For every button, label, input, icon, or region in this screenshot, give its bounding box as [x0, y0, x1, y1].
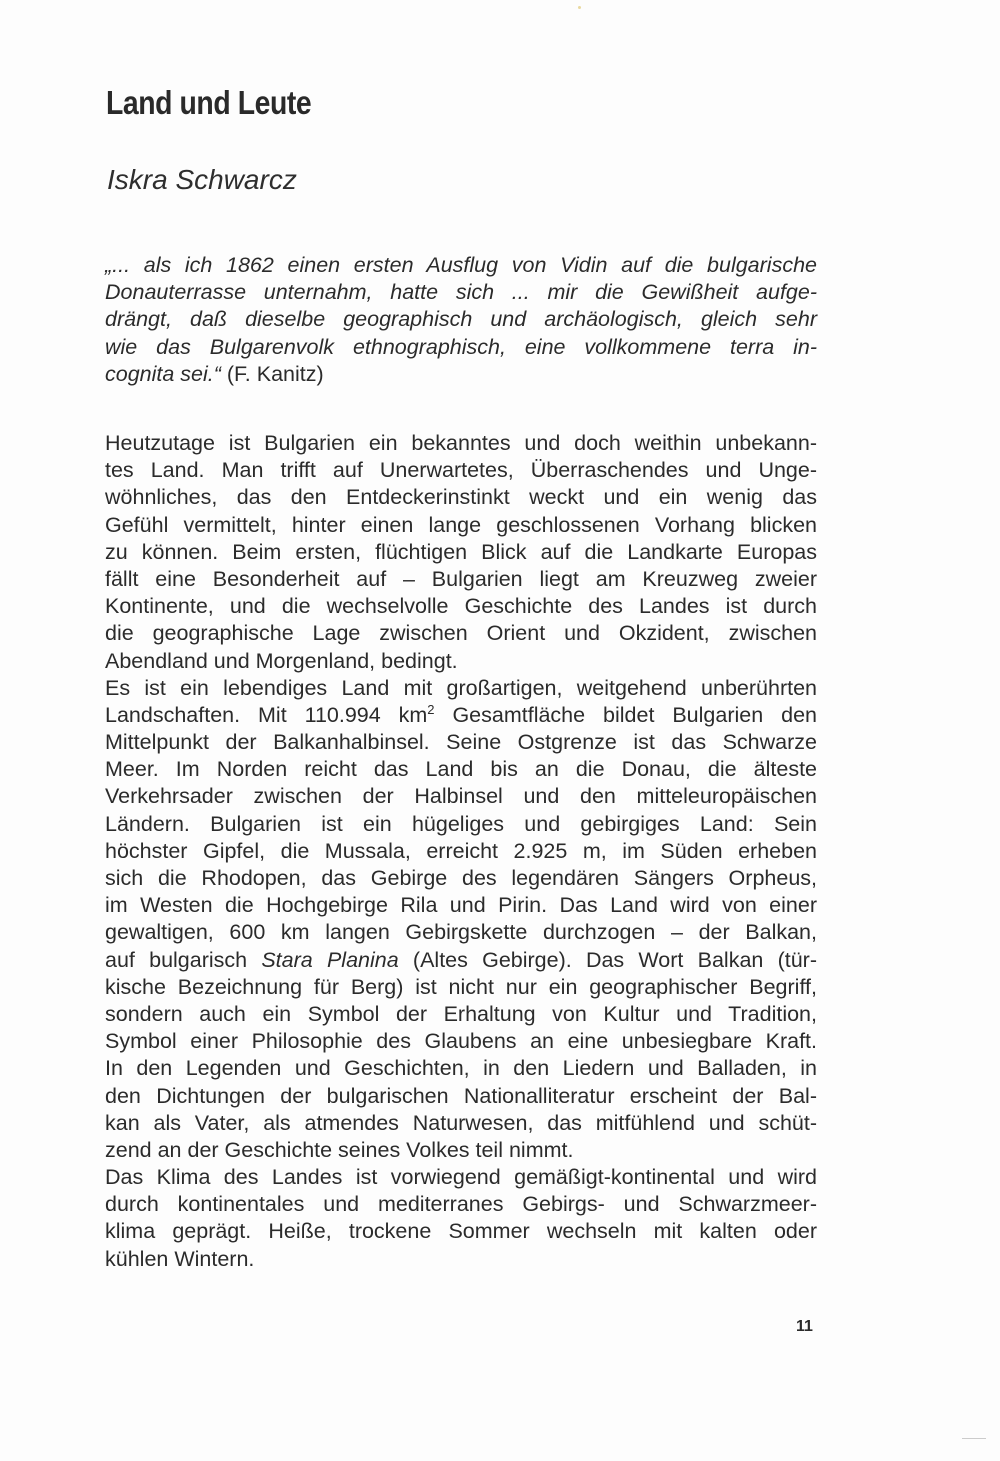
epigraph-line: [105, 361, 817, 388]
text-line: tes Land. Man trifft auf Unerwartetes, Überraschendes und Unge-: [105, 458, 817, 483]
text-line: zu können. Beim ersten, flüchtigen Blick auf die Landkarte Europas: [105, 539, 817, 564]
article-author: Iskra Schwarcz: [107, 164, 297, 195]
paragraph-intro: [105, 430, 817, 675]
text-fragment: Gesamtfläche bildet Bulgarien den: [434, 702, 817, 727]
text-line: wöhnliches, das den Entdeckerinstinkt weckt und ein wenig das: [105, 485, 817, 510]
text-line: sich die Rhodopen, das Gebirge des legendären Sängers Orpheus,: [105, 866, 817, 890]
text-line: im Westen die Hochgebirge Rila und Pirin. Das Land wird von einer: [105, 893, 817, 918]
epigraph-line: wie das Bulgarenvolk ethnographisch, eine vollkommene terra in-: [105, 334, 817, 359]
text-line: klima geprägt. Heiße, trockene Sommer wechseln mit kalten oder: [105, 1219, 817, 1244]
epigraph-line: Donauterrasse unternahm, hatte sich ... mir die Gewißheit aufge-: [105, 280, 817, 305]
scan-edge-mark: [962, 1438, 986, 1439]
text-line: In den Legenden und Geschichten, in den Liedern und Balladen, in: [105, 1056, 817, 1081]
text-line: den Dichtungen der bulgarischen Nationalliteratur erscheint der Bal-: [105, 1083, 817, 1108]
text-line: Es ist ein lebendiges Land mit großartigen, weitgehend unberührten: [105, 675, 817, 700]
text-line: Meer. Im Norden reicht das Land bis an die Donau, die älteste: [105, 757, 817, 782]
text-fragment: Landschaften. Mit 110.994 km: [105, 702, 428, 727]
text-fragment: (Altes Gebirge). Das Wort Balkan (tür-: [398, 947, 817, 972]
text-line: sondern auch ein Symbol der Erhaltung von Kultur und Tradition,: [105, 1001, 817, 1026]
text-line: [105, 702, 817, 729]
epigraph-line: „... als ich 1862 einen ersten Ausflug von Vidin auf die bulgarische: [105, 253, 817, 277]
text-line: Symbol einer Philosophie des Glaubens an eine unbesiegbare Kraft.: [105, 1029, 817, 1054]
epigraph-quote: [105, 252, 817, 388]
page-number: 11: [796, 1318, 813, 1335]
text-line: Abendland und Morgenland, bedingt.: [105, 648, 458, 673]
body-text: [105, 430, 817, 1273]
text-line: kühlen Wintern.: [105, 1246, 255, 1271]
epigraph-line: drängt, daß dieselbe geographisch und archäologisch, gleich sehr: [105, 307, 817, 332]
text-line: die geographische Lage zwischen Orient und Okzident, zwischen: [105, 621, 817, 646]
text-line: gewaltigen, 600 km langen Gebirgskette durchzogen – der Balkan,: [105, 920, 817, 945]
article-title: Land und Leute: [106, 84, 312, 121]
text-line: Mittelpunkt der Balkanhalbinsel. Seine Ostgrenze ist das Schwarze: [105, 730, 817, 755]
superscript: 2: [427, 701, 435, 717]
text-line: kan als Vater, als atmendes Naturwesen, das mitfühlend und schüt-: [105, 1110, 817, 1135]
text-line: durch kontinentales und mediterranes Gebirgs- und Schwarzmeer-: [105, 1192, 817, 1217]
text-line: [105, 947, 817, 974]
text-line: Kontinente, und die wechselvolle Geschichte des Landes ist durch: [105, 594, 817, 619]
text-line: kische Bezeichnung für Berg) ist nicht nur ein geographischer Begriff,: [105, 974, 817, 999]
paragraph-climate: [105, 1164, 817, 1273]
epigraph-closing-text: cognita sei.“: [105, 361, 221, 386]
text-line: fällt eine Besonderheit auf – Bulgarien liegt am Kreuzweg zweier: [105, 566, 817, 591]
scan-speck: [578, 6, 581, 9]
text-line: Heutzutage ist Bulgarien ein bekanntes und doch weithin unbekann-: [105, 431, 817, 455]
text-line: Ländern. Bulgarien ist ein hügeliges und gebirgiges Land: Sein: [105, 811, 817, 836]
epigraph-attribution: (F. Kanitz): [220, 361, 324, 386]
text-line: Verkehrsader zwischen der Halbinsel und den mitteleuropäischen: [105, 784, 817, 809]
text-fragment: auf bulgarisch: [105, 947, 262, 972]
paragraph-landscape: [105, 675, 817, 1164]
text-line: Gefühl vermittelt, hinter einen lange geschlossenen Vorhang blicken: [105, 512, 817, 537]
text-line: zend an der Geschichte seines Volkes teil nimmt.: [105, 1137, 574, 1162]
italic-term: Stara Planina: [261, 947, 399, 972]
text-line: Das Klima des Landes ist vorwiegend gemäßigt-kontinental und wird: [105, 1165, 817, 1190]
text-line: höchster Gipfel, die Mussala, erreicht 2.925 m, im Süden erheben: [105, 838, 817, 863]
